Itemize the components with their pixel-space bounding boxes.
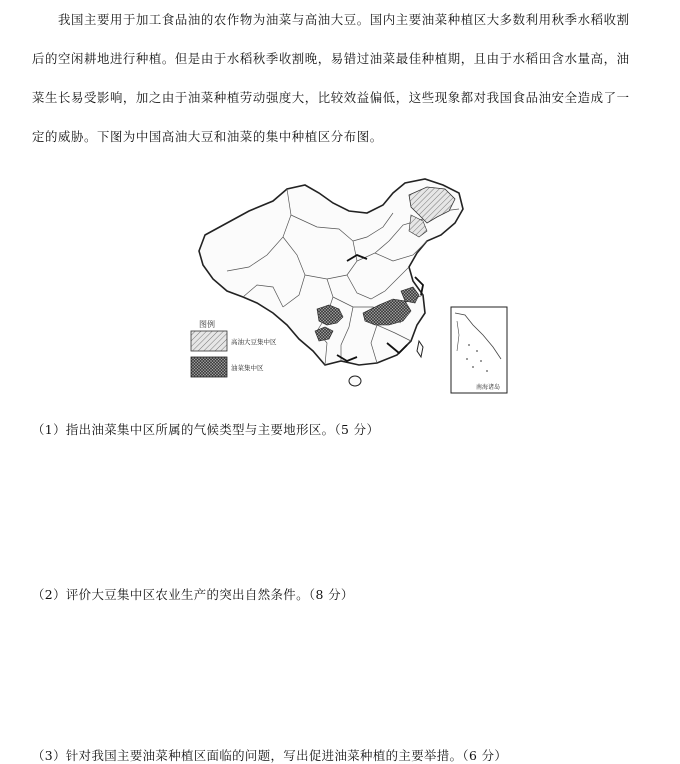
south-china-sea-inset bbox=[451, 307, 507, 393]
intro-line-3: 菜生长易受影响，加之由于油菜种植劳动强度大，比较效益偏低，这些现象都对我国食品油安全造成了一 bbox=[32, 90, 630, 105]
hainan-island bbox=[349, 376, 361, 386]
intro-line-4: 定的威胁。下图为中国高油大豆和油菜的集中种植区分布图。 bbox=[32, 129, 383, 144]
inset-label: 南海诸岛 bbox=[476, 384, 501, 391]
legend-swatch-soybean bbox=[191, 331, 227, 351]
intro-paragraph bbox=[32, 0, 648, 156]
legend-swatch-rapeseed bbox=[191, 357, 227, 377]
legend-label-rapeseed: 油菜集中区 bbox=[231, 364, 264, 372]
question-2: （2）评价大豆集中区农业生产的突出自然条件。（8 分） bbox=[32, 587, 354, 602]
intro-line-2: 后的空闲耕地进行种植。但是由于水稻秋季收割晚，易错过油菜最佳种植期，且由于水稻田含水量高，油 bbox=[32, 51, 630, 66]
question-3: （3）针对我国主要油菜种植区面临的问题，写出促进油菜种植的主要举措。（6 分） bbox=[32, 748, 508, 763]
map-legend bbox=[191, 319, 277, 377]
question-1: （1）指出油菜集中区所属的气候类型与主要地形区。（5 分） bbox=[32, 422, 380, 437]
legend-title: 图例 bbox=[199, 320, 215, 329]
china-crop-map bbox=[187, 175, 509, 397]
intro-line-1: 我国主要用于加工食品油的农作物为油菜与高油大豆。国内主要油菜种植区大多数利用秋季水稻收割 bbox=[58, 12, 630, 27]
taiwan-island bbox=[417, 341, 423, 357]
legend-label-soybean: 高油大豆集中区 bbox=[231, 338, 277, 346]
